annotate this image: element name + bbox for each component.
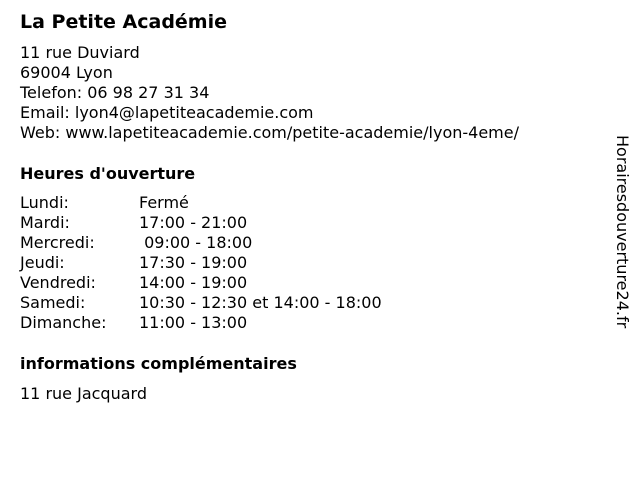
hours-heading: Heures d'ouverture: [20, 164, 196, 183]
street-address: 11 rue Duviard: [20, 43, 140, 62]
email-line: Email: lyon4@lapetiteacademie.com: [20, 103, 314, 122]
hours-row: [20, 313, 382, 333]
site-watermark: Horairesdouverture24.fr: [613, 135, 632, 329]
hours-row: [20, 273, 382, 293]
time-value: Fermé: [139, 193, 189, 212]
hours-table: [20, 193, 382, 333]
day-label: Mardi:: [20, 213, 70, 232]
phone-line: Telefon: 06 98 27 31 34: [20, 83, 210, 102]
business-name: La Petite Académie: [20, 11, 228, 33]
day-label: Vendredi:: [20, 273, 96, 292]
hours-row: [20, 213, 382, 233]
time-value: 10:30 - 12:30 et 14:00 - 18:00: [139, 293, 382, 312]
address-block: [20, 43, 519, 143]
web-line: Web: www.lapetiteacademie.com/petite-academie/lyon-4eme/: [20, 123, 519, 142]
city-postal: 69004 Lyon: [20, 63, 113, 82]
time-value: 11:00 - 13:00: [139, 313, 248, 332]
time-value: 09:00 - 18:00: [139, 233, 253, 252]
hours-row: [20, 193, 382, 213]
hours-row: [20, 253, 382, 273]
day-label: Lundi:: [20, 193, 69, 212]
day-label: Samedi:: [20, 293, 86, 312]
info-text: 11 rue Jacquard: [20, 384, 147, 403]
hours-row: [20, 293, 382, 313]
day-label: Dimanche:: [20, 313, 107, 332]
day-label: Jeudi:: [20, 253, 65, 272]
day-label: Mercredi:: [20, 233, 95, 252]
time-value: 14:00 - 19:00: [139, 273, 248, 292]
hours-row: [20, 233, 382, 253]
time-value: 17:00 - 21:00: [139, 213, 248, 232]
time-value: 17:30 - 19:00: [139, 253, 248, 272]
info-heading: informations complémentaires: [20, 354, 297, 373]
